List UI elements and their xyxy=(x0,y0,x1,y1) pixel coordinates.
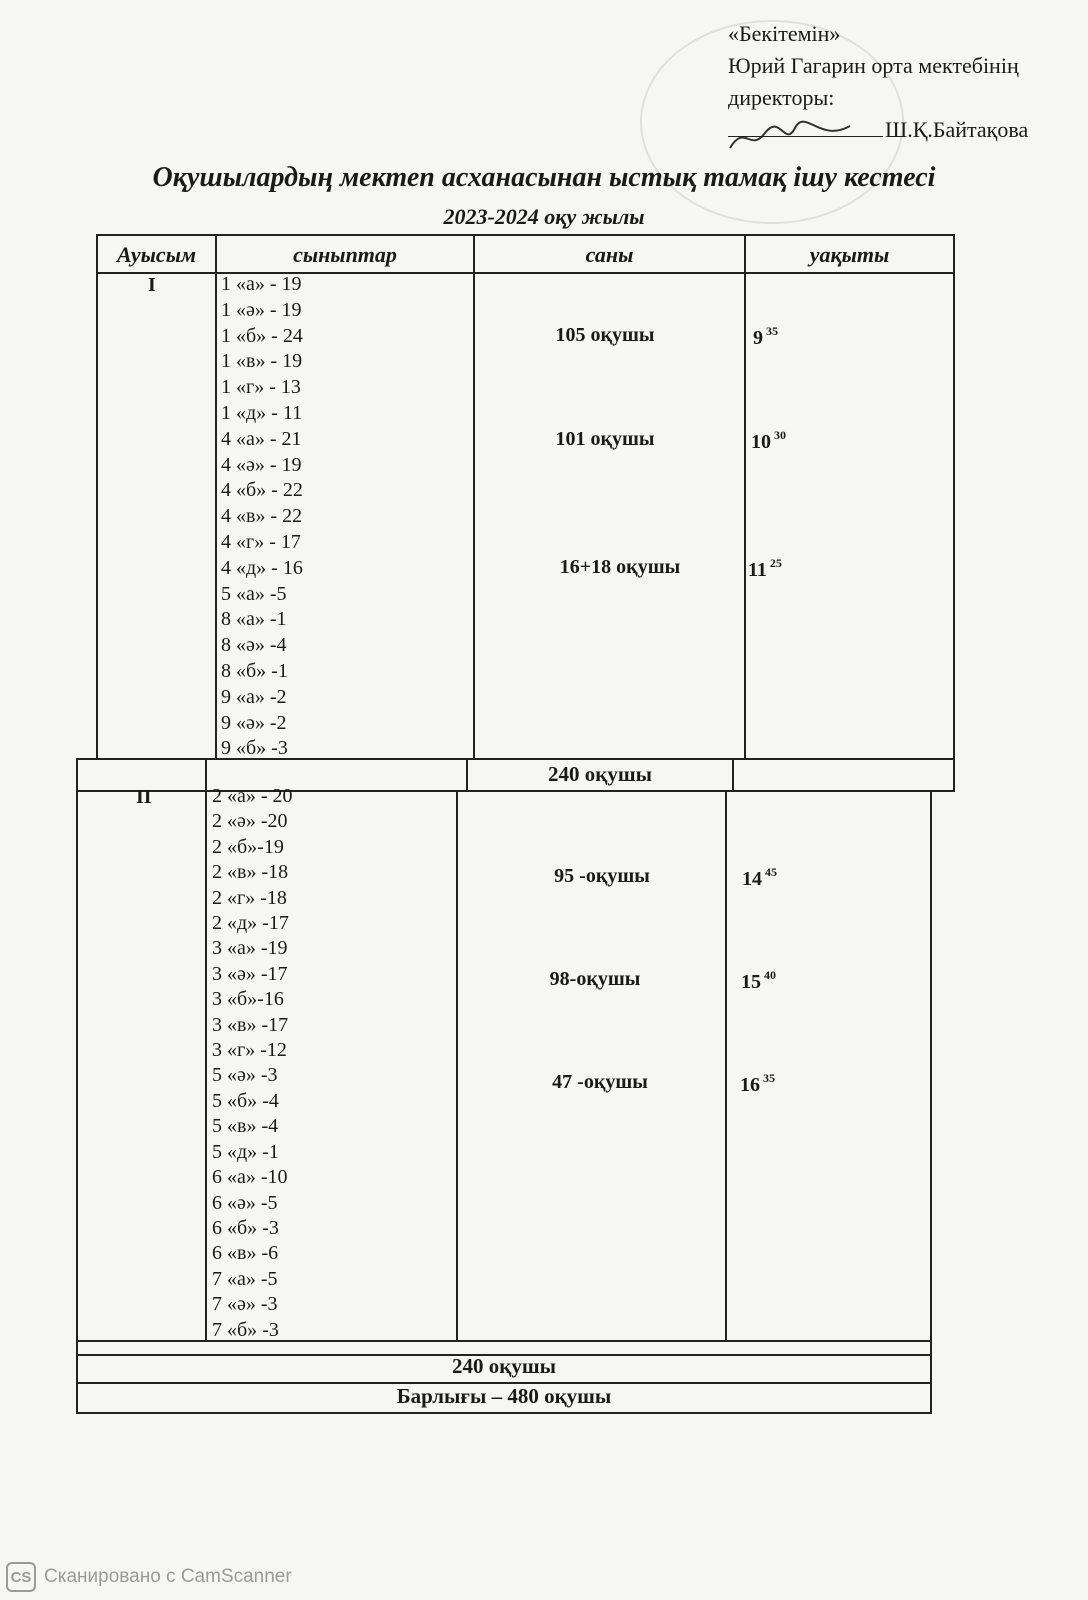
class-entry: 1 «а» - 19 xyxy=(221,273,302,295)
class-entry: 1 «г» - 13 xyxy=(221,376,301,399)
header-shift: Ауысым xyxy=(116,242,197,267)
page-title: Оқушылардың мектеп асханасынан ыстық тамақ ішу кестесі xyxy=(152,162,936,193)
shift-1-group-2-count: 101 оқушы xyxy=(555,428,655,450)
class-entry: 1 «ә» - 19 xyxy=(221,298,302,321)
shift-2-group-1-time xyxy=(742,865,777,891)
class-entry: 3 «в» -17 xyxy=(212,1013,289,1036)
camscanner-text: Сканировано с CamScanner xyxy=(44,1566,292,1587)
class-entry: 3 «г» -12 xyxy=(212,1039,287,1062)
class-entry: 2 «г» -18 xyxy=(212,886,287,909)
class-entry: 9 «б» -3 xyxy=(221,737,288,760)
shift-1-classes xyxy=(221,272,303,762)
camscanner-logo: CS xyxy=(6,1562,36,1592)
grand-total: Барлығы – 480 оқушы xyxy=(396,1384,612,1408)
class-entry: 1 «д» - 11 xyxy=(221,401,303,424)
shift-2-group-1-count: 95 -оқушы xyxy=(554,865,650,887)
class-entry: 2 «б»-19 xyxy=(212,835,284,858)
shift-1-group-2-time xyxy=(751,428,786,454)
table-line xyxy=(930,790,932,1414)
shift-2-group-2-time xyxy=(741,968,776,994)
class-entry: 2 «ә» -20 xyxy=(212,810,288,833)
shift-1-subtotal: 240 оқушы xyxy=(548,762,652,786)
table-line xyxy=(744,234,746,760)
class-entry: 4 «в» - 22 xyxy=(221,505,303,528)
class-entry: 1 «б» - 24 xyxy=(221,324,303,347)
shift-2-group-2-count: 98-оқушы xyxy=(549,968,641,990)
table-line xyxy=(76,758,78,1414)
class-entry: 7 «а» -5 xyxy=(212,1267,278,1290)
class-entry: 5 «д» -1 xyxy=(212,1140,279,1163)
shift-1-label: I xyxy=(148,274,156,296)
class-entry: 9 «а» -2 xyxy=(221,685,287,708)
class-entry: 6 «ә» -5 xyxy=(212,1191,278,1214)
table-line xyxy=(205,758,207,1342)
class-entry: 8 «ә» -4 xyxy=(221,634,287,657)
class-entry: 2 «а» - 20 xyxy=(212,785,293,807)
camscanner-footer xyxy=(6,1562,292,1592)
shift-2-subtotal: 240 оқушы xyxy=(452,1354,556,1378)
class-entry: 2 «в» -18 xyxy=(212,861,289,884)
class-entry: 5 «в» -4 xyxy=(212,1115,279,1138)
class-entry: 5 «б» -4 xyxy=(212,1089,279,1112)
time-minute: 40 xyxy=(764,968,776,982)
class-entry: 2 «д» -17 xyxy=(212,912,289,935)
class-entry: 5 «ә» -3 xyxy=(212,1064,278,1087)
time-hour: 14 xyxy=(742,868,762,890)
class-entry: 9 «ә» -2 xyxy=(221,711,287,734)
class-entry: 1 «в» - 19 xyxy=(221,350,303,373)
time-hour: 11 xyxy=(748,559,767,581)
class-entry: 4 «д» - 16 xyxy=(221,556,303,579)
signature-line xyxy=(728,116,883,137)
table-line xyxy=(76,758,955,760)
approval-signer: Ш.Қ.Байтақова xyxy=(885,117,1029,142)
approval-heading: «Бекітемін» xyxy=(728,21,841,46)
shift-2-classes xyxy=(212,784,293,1343)
class-entry: 3 «а» -19 xyxy=(212,937,288,960)
class-entry: 8 «б» -1 xyxy=(221,659,288,682)
time-minute: 35 xyxy=(763,1071,775,1085)
class-entry: 6 «в» -6 xyxy=(212,1242,279,1265)
class-entry: 4 «г» - 17 xyxy=(221,530,301,553)
table-line xyxy=(473,234,475,760)
time-minute: 25 xyxy=(769,556,782,570)
class-entry: 4 «а» - 21 xyxy=(221,427,302,450)
table-line xyxy=(215,234,217,760)
header-time: уақыты xyxy=(809,242,890,267)
class-entry: 7 «б» -3 xyxy=(212,1318,279,1341)
class-entry: 4 «б» - 22 xyxy=(221,479,303,502)
table-line xyxy=(76,1412,932,1414)
class-entry: 3 «б»-16 xyxy=(212,988,284,1011)
approval-signer-line xyxy=(728,114,1028,146)
time-hour: 9 xyxy=(753,327,763,349)
time-minute: 30 xyxy=(774,428,786,442)
header-count: саны xyxy=(585,242,634,267)
table-line xyxy=(953,234,955,792)
academic-year: 2023-2024 оқу жылы xyxy=(443,204,645,229)
class-entry: 8 «а» -1 xyxy=(221,608,287,631)
shift-1-group-1-time xyxy=(753,324,778,350)
time-hour: 16 xyxy=(740,1074,760,1096)
class-entry: 6 «а» -10 xyxy=(212,1166,288,1189)
header-classes: сыныптар xyxy=(293,242,397,267)
shift-1-group-3-time xyxy=(748,556,782,582)
time-minute: 35 xyxy=(766,324,778,338)
table-line xyxy=(76,790,955,792)
table-line xyxy=(456,790,458,1342)
class-entry: 6 «б» -3 xyxy=(212,1216,279,1239)
class-entry: 5 «а» -5 xyxy=(221,582,287,605)
approval-school: Юрий Гагарин орта мектебінің xyxy=(728,53,1019,78)
table-line xyxy=(96,234,98,760)
class-entry: 7 «ә» -3 xyxy=(212,1293,278,1316)
shift-2-label: II xyxy=(136,786,152,808)
shift-2-group-3-time xyxy=(740,1071,775,1097)
time-minute: 45 xyxy=(765,865,777,879)
time-hour: 15 xyxy=(741,971,761,993)
class-entry: 4 «ә» - 19 xyxy=(221,453,302,476)
table-line xyxy=(732,758,734,792)
shift-2-group-3-count: 47 -оқушы xyxy=(552,1071,648,1093)
class-entry: 3 «ә» -17 xyxy=(212,962,288,985)
shift-1-group-3-count: 16+18 оқушы xyxy=(559,556,681,578)
approval-block xyxy=(728,18,1028,146)
approval-position: директоры: xyxy=(728,85,835,110)
shift-1-group-1-count: 105 оқушы xyxy=(555,324,655,346)
time-hour: 10 xyxy=(751,431,771,453)
